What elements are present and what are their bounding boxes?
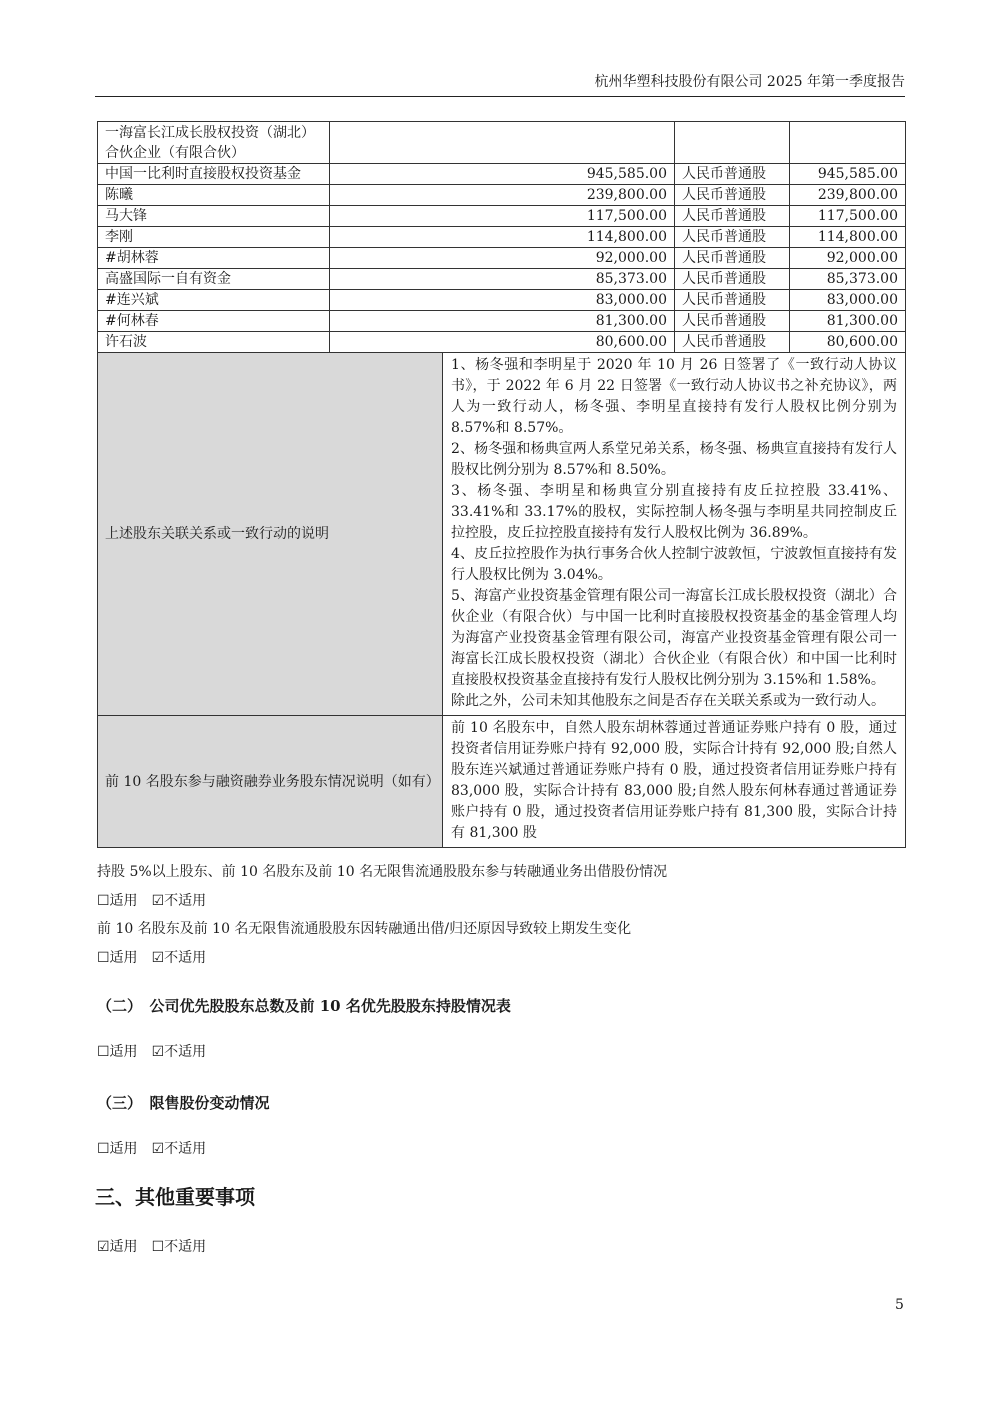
holder-name: 高盛国际一自有资金 (98, 269, 330, 290)
relation-note: 1、杨冬强和李明星于 2020 年 10 月 26 日签署了《一致行动人协议书》，于 2022 年 6 月 22 日签署《一致行动人协议书之补充协议》，两人为一致行动人，杨冬强、李明星直接持有发行人股权比例分别为 8.57%和 8.57%。 (451, 357, 897, 436)
option-not-applicable: ☑不适用 (151, 1141, 207, 1157)
relation-label: 上述股东关联关系或一致行动的说明 (98, 353, 443, 716)
page-number: 5 (895, 1297, 904, 1313)
option-applicable: ☐适用 (97, 1044, 138, 1060)
share-count: 85,373.00 (790, 269, 906, 290)
holder-shares: 85,373.00 (330, 269, 675, 290)
option-applicable: ☐适用 (97, 1141, 138, 1157)
relation-note: 4、皮丘拉控股作为执行事务合伙人控制宁波敦恒，宁波敦恒直接持有发行人股权比例为 3.04%。 (451, 546, 897, 583)
share-type: 人民币普通股 (675, 332, 790, 353)
holder-shares: 83,000.00 (330, 290, 675, 311)
restricted-options (97, 1139, 206, 1159)
margin-note: 前 10 名股东中，自然人股东胡林蓉通过普通证券账户持有 0 股，通过投资者信用证券账户持有 92,000 股，实际合计持有 92,000 股;自然人股东连兴斌通过普通证券账户持有 0 股，通过投资者信用证券账户持有 83,000 股，实际合计持有 83,000 股;自然人股东何林春通过普通证券账户持有 0 股，通过投资者信用证券账户持有 81,300 股，实际合计持有 81,300 股 (443, 716, 906, 848)
relation-note: 除此之外，公司未知其他股东之间是否存在关联关系或为一致行动人。 (451, 693, 885, 709)
table-row (98, 164, 906, 185)
holder-shares: 114,800.00 (330, 227, 675, 248)
lending-text: 持股 5%以上股东、前 10 名股东及前 10 名无限售流通股股东参与转融通业务出借股份情况 (97, 864, 668, 880)
table-row (98, 290, 906, 311)
option-applicable: ☑适用 (97, 1239, 138, 1255)
holder-shares: 92,000.00 (330, 248, 675, 269)
share-type: 人民币普通股 (675, 311, 790, 332)
holder-name: 中国一比利时直接股权投资基金 (98, 164, 330, 185)
share-count: 114,800.00 (790, 227, 906, 248)
holder-name: #连兴斌 (98, 290, 330, 311)
table-row (98, 206, 906, 227)
header-rule (95, 96, 905, 97)
share-type: 人民币普通股 (675, 185, 790, 206)
section-title-restricted: （三） 限售股份变动情况 (97, 1094, 270, 1112)
section-title-preferred: （二） 公司优先股股东总数及前 10 名优先股股东持股情况表 (97, 997, 511, 1015)
share-count (790, 122, 906, 164)
relation-note: 3、杨冬强、李明星和杨典宣分别直接持有皮丘拉控股 33.41%、33.41%和 33.17%的股权，实际控制人杨冬强与李明星共同控制皮丘拉控股，皮丘拉控股直接持有发行人股权比例为 36.89%。 (451, 483, 897, 541)
relation-note: 5、海富产业投资基金管理有限公司一海富长江成长股权投资（湖北）合伙企业（有限合伙）与中国一比利时直接股权投资基金的基金管理人均为海富产业投资基金管理有限公司，海富产业投资基金管理有限公司一海富长江成长股权投资（湖北）合伙企业（有限合伙）和中国一比利时直接股权投资基金直接持有发行人股权比例分别为 3.15%和 1.58%。 (451, 588, 897, 688)
share-count: 83,000.00 (790, 290, 906, 311)
other-options (97, 1237, 206, 1257)
option-not-applicable: ☐不适用 (151, 1239, 207, 1255)
share-type: 人民币普通股 (675, 248, 790, 269)
share-count: 81,300.00 (790, 311, 906, 332)
holder-shares (330, 122, 675, 164)
holder-shares: 80,600.00 (330, 332, 675, 353)
holder-name: 马大锋 (98, 206, 330, 227)
share-type: 人民币普通股 (675, 164, 790, 185)
holder-name: 陈曦 (98, 185, 330, 206)
share-count: 92,000.00 (790, 248, 906, 269)
share-count: 945,585.00 (790, 164, 906, 185)
option-applicable: ☐适用 (97, 893, 138, 909)
share-type: 人民币普通股 (675, 269, 790, 290)
lending-options (97, 891, 206, 911)
holder-shares: 81,300.00 (330, 311, 675, 332)
option-not-applicable: ☑不适用 (151, 893, 207, 909)
share-count: 80,600.00 (790, 332, 906, 353)
table-row (98, 269, 906, 290)
option-not-applicable: ☑不适用 (151, 1044, 207, 1060)
table-row (98, 311, 906, 332)
margin-label: 前 10 名股东参与融资融券业务股东情况说明（如有） (98, 716, 443, 848)
holder-name: #胡林蓉 (98, 248, 330, 269)
holder-name: 李刚 (98, 227, 330, 248)
table-row (98, 185, 906, 206)
shareholder-table (97, 121, 906, 848)
holder-shares: 945,585.00 (330, 164, 675, 185)
holder-name: 一海富长江成长股权投资（湖北）合伙企业（有限合伙） (98, 122, 330, 164)
share-type: 人民币普通股 (675, 206, 790, 227)
section-title-other: 三、其他重要事项 (95, 1185, 255, 1209)
share-count: 239,800.00 (790, 185, 906, 206)
option-applicable: ☐适用 (97, 950, 138, 966)
table-body (98, 122, 906, 848)
holder-shares: 239,800.00 (330, 185, 675, 206)
margin-row (98, 716, 906, 848)
holder-shares: 117,500.00 (330, 206, 675, 227)
change-options (97, 948, 206, 968)
relation-notes (443, 353, 906, 716)
holder-name: 许石波 (98, 332, 330, 353)
change-text: 前 10 名股东及前 10 名无限售流通股股东因转融通出借/归还原因导致较上期发生变化 (97, 921, 632, 937)
share-type: 人民币普通股 (675, 227, 790, 248)
table-row (98, 332, 906, 353)
table-row (98, 227, 906, 248)
share-type (675, 122, 790, 164)
report-header: 杭州华塑科技股份有限公司 2025 年第一季度报告 (594, 74, 905, 90)
table-row (98, 248, 906, 269)
relation-row (98, 353, 906, 716)
pref-options (97, 1042, 206, 1062)
option-not-applicable: ☑不适用 (151, 950, 207, 966)
holder-name: #何林春 (98, 311, 330, 332)
relation-note: 2、杨冬强和杨典宣两人系堂兄弟关系，杨冬强、杨典宣直接持有发行人股权比例分别为 8.57%和 8.50%。 (451, 441, 897, 478)
share-count: 117,500.00 (790, 206, 906, 227)
table-row (98, 122, 906, 164)
share-type: 人民币普通股 (675, 290, 790, 311)
